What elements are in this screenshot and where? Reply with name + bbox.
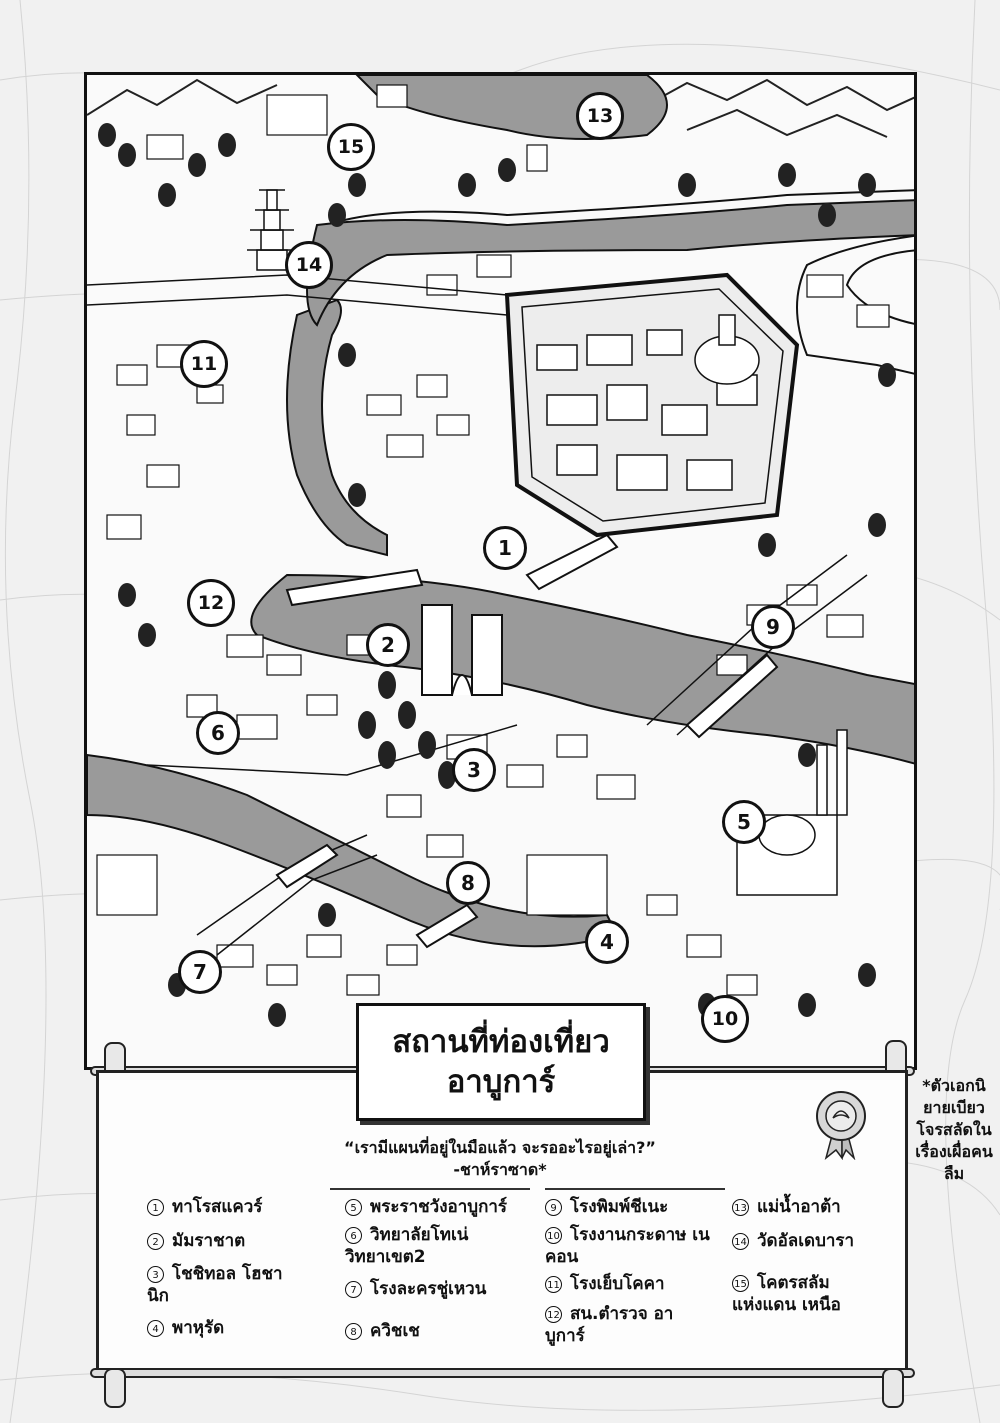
wax-seal-icon [812,1088,870,1160]
legend-item-3: 3 โชชิทอล โฮชานิก [147,1264,283,1306]
legend-item-10: 10 โรงงานกระดาษ เนคอน [545,1225,710,1267]
map-title-plate [356,1003,646,1121]
palace-walls [507,275,797,535]
legend-divider [330,1188,530,1190]
location-marker-5[interactable]: 5 [722,800,766,844]
location-marker-4[interactable]: 4 [585,920,629,964]
map-title-line2: อาบูการ์ [446,1064,556,1100]
legend-item-6: 6 วิทยาลัยโทเน่ วิทยาเขต2 [345,1225,469,1267]
side-note: *ตัวเอกนิยายเบียวโจรสลัดในเรื่องเผื่อคนลืม [915,1076,993,1183]
legend-divider [545,1188,725,1190]
legend-item-13: 13 แม่น้ำอาต้า [732,1196,892,1218]
map-title-line1: สถานที่ท่องเที่ยว [392,1024,610,1060]
location-marker-10[interactable]: 10 [701,995,749,1043]
location-marker-12[interactable]: 12 [187,579,235,627]
scroll-rod-icon [104,1368,126,1408]
location-marker-7[interactable]: 7 [178,950,222,994]
city-map [84,72,917,1070]
location-marker-9[interactable]: 9 [751,605,795,649]
legend-item-11: 11 โรงเย็บโคคา [545,1273,725,1295]
legend-item-12: 12 สน.ตำรวจ อาบูการ์ [545,1304,674,1346]
legend-item-9: 9 โรงพิมพ์ชีเนะ [545,1196,725,1218]
location-marker-2[interactable]: 2 [366,623,410,667]
legend-item-1: 1 ทาโรสแควร์ [147,1196,327,1218]
location-marker-11[interactable]: 11 [180,340,228,388]
legend-item-15: 15 โคตรสลัม แห่งแดน เหนือ [732,1273,841,1315]
legend-item-7: 7 โรงละครชู่เหวน [345,1278,535,1300]
quote-text: “เรามีแผนที่อยู่ในมือแล้ว จะรออะไรอยู่เล่า?” [344,1138,656,1157]
quote-attribution: -ชาห์ราซาด* [453,1160,547,1179]
map-illustration [87,75,917,1070]
quote-block [240,1137,760,1181]
location-marker-14[interactable]: 14 [285,241,333,289]
legend-item-5: 5 พระราชวังอาบูการ์ [345,1196,555,1218]
location-marker-13[interactable]: 13 [576,92,624,140]
location-marker-15[interactable]: 15 [327,123,375,171]
scroll-rod-icon [882,1368,904,1408]
legend-item-4: 4 พาหุรัด [147,1317,327,1339]
location-marker-6[interactable]: 6 [196,711,240,755]
location-marker-3[interactable]: 3 [452,748,496,792]
location-marker-1[interactable]: 1 [483,526,527,570]
legend-item-14: 14 วัดอัลเดบารา [732,1230,902,1252]
scroll-rod-bottom [90,1368,915,1378]
location-marker-8[interactable]: 8 [446,861,490,905]
legend-item-8: 8 ควิชเช [345,1320,525,1342]
legend-item-2: 2 มัมราชาต [147,1230,327,1252]
